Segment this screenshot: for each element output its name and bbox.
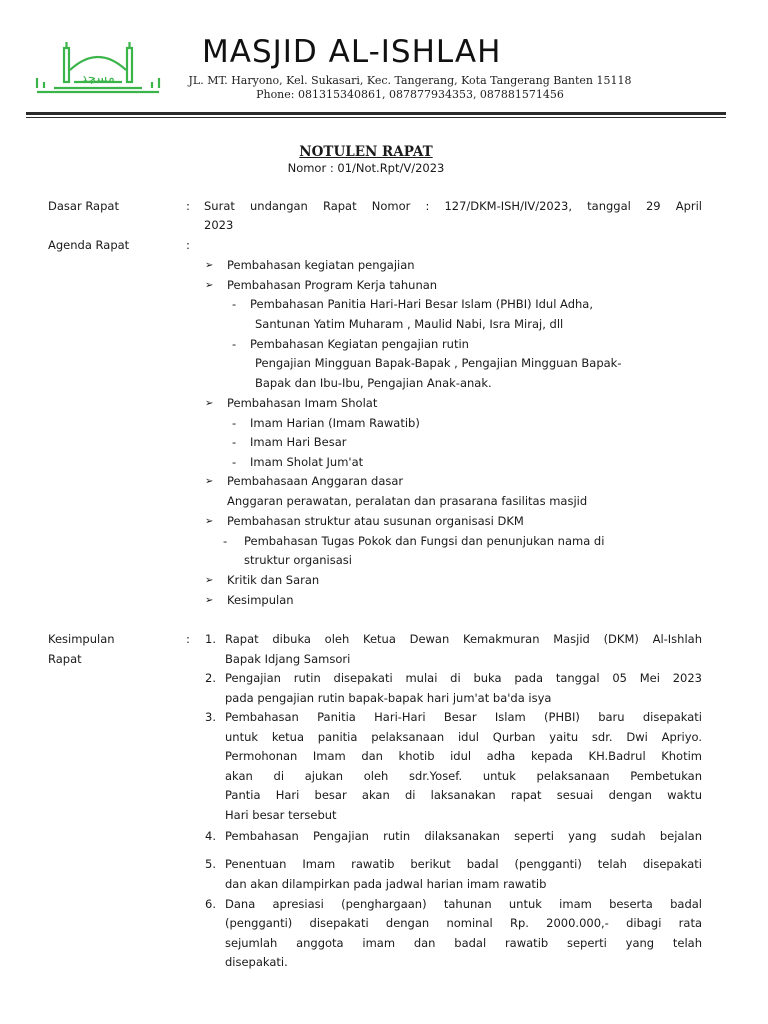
dasar-rapat-line-2: 2023: [204, 218, 234, 232]
agenda-bullet-icon: ➢: [205, 398, 214, 409]
organization-address-block: [170, 74, 650, 102]
agenda-bullet-icon: ➢: [205, 476, 214, 487]
dasar-rapat-label: Dasar Rapat: [48, 199, 119, 213]
conclusion-line: Pembahasan Pengajian rutin dilaksanakan seperti yang sudah bejalan: [225, 829, 702, 843]
conclusion-line: sejumlah anggota imam dan badal rawatib seperti yang telah: [225, 936, 702, 950]
dasar-rapat-colon: :: [186, 199, 190, 213]
agenda-sub-item: struktur organisasi: [244, 553, 352, 567]
agenda-bullet-icon: ➢: [205, 595, 214, 606]
conclusion-line: disepakati.: [225, 955, 288, 969]
header-rule-thin: [26, 117, 726, 118]
conclusion-line: Hari besar tersebut: [225, 808, 337, 822]
agenda-sub-dash: -: [232, 455, 237, 469]
document-number: Nomor : 01/Not.Rpt/V/2023: [287, 161, 445, 175]
conclusion-line: pada pengajian rutin bapak-bapak hari jum'at ba'da isya: [225, 691, 552, 705]
agenda-rapat-colon: :: [186, 238, 190, 252]
conclusion-line: Bapak Idjang Samsori: [225, 652, 351, 666]
conclusion-number: 5.: [205, 857, 216, 871]
agenda-sub-item: Imam Sholat Jum'at: [250, 455, 364, 469]
agenda-sub-dash: -: [232, 337, 237, 351]
agenda-sub-item: Pembahasan Tugas Pokok dan Fungsi dan penunjukan nama di: [244, 534, 605, 548]
kesimpulan-label: Kesimpulan: [48, 632, 115, 646]
agenda-sub-item: Imam Hari Besar: [250, 435, 347, 449]
conclusion-number: 6.: [205, 897, 216, 911]
kesimpulan-label: Rapat: [48, 652, 82, 666]
conclusion-line: Pembahasan Panitia Hari-Hari Besar Islam (PHBI) baru disepakati: [225, 710, 702, 724]
conclusion-line: Pengajian rutin disepakati mulai di buka pada tanggal 05 Mei 2023: [225, 671, 702, 685]
agenda-detail: Anggaran perawatan, peralatan dan prasarana fasilitas masjid: [227, 494, 588, 508]
organization-phone: Phone: 081315340861, 087877934353, 087881571456: [256, 88, 564, 101]
agenda-item: Pembahasan Imam Sholat: [227, 396, 378, 410]
agenda-item: Kritik dan Saran: [227, 573, 320, 587]
conclusion-line: akan di ajukan oleh sdr.Yosef. untuk pelaksanaan Pembetukan: [225, 769, 702, 783]
organization-name: MASJID AL-ISHLAH: [202, 34, 502, 70]
document-title: NOTULEN RAPAT: [299, 144, 433, 160]
agenda-item: Pembahasan struktur atau susunan organisasi DKM: [227, 514, 524, 528]
dasar-rapat-line-1: Surat undangan Rapat Nomor : 127/DKM-ISH/IV/2023, tanggal 29 April: [204, 199, 702, 213]
agenda-item: Pembahasan kegiatan pengajian: [227, 258, 415, 272]
agenda-sub-item: Imam Harian (Imam Rawatib): [250, 416, 420, 430]
agenda-item: Kesimpulan: [227, 593, 294, 607]
kesimpulan-colon: :: [186, 632, 190, 646]
agenda-sub-dash: -: [223, 534, 228, 548]
agenda-sub-item: Santunan Yatim Muharam , Maulid Nabi, Isra Miraj, dll: [255, 317, 564, 331]
conclusion-line: Dana apresiasi (penghargaan) tahunan untuk imam beserta badal: [225, 897, 702, 911]
agenda-sub-item: Bapak dan Ibu-Ibu, Pengajian Anak-anak.: [255, 376, 492, 390]
conclusion-line: Penentuan Imam rawatib berikut badal (pengganti) telah disepakati: [225, 857, 702, 871]
agenda-item: Pembahasan Program Kerja tahunan: [227, 278, 438, 292]
agenda-sub-item: Pembahasan Kegiatan pengajian rutin: [250, 337, 469, 351]
agenda-bullet-icon: ➢: [205, 575, 214, 586]
conclusion-number: 1.: [205, 632, 216, 646]
agenda-bullet-icon: ➢: [205, 280, 214, 291]
conclusion-number: 2.: [205, 671, 216, 685]
agenda-sub-dash: -: [232, 416, 237, 430]
conclusion-line: Permohonan Imam dan khotib idul adha kepada KH.Badrul Khotim: [225, 749, 702, 763]
conclusion-line: untuk ketua panitia pelaksanaan idul Qurban yaitu sdr. Dwi Apriyo.: [225, 730, 702, 744]
agenda-item: Pembahasaan Anggaran dasar: [227, 474, 404, 488]
conclusion-line: dan akan dilampirkan pada jadwal harian imam rawatib: [225, 877, 547, 891]
organization-address: JL. MT. Haryono, Kel. Sukasari, Kec. Tangerang, Kota Tangerang Banten 15118: [188, 74, 632, 87]
conclusion-number: 3.: [205, 710, 216, 724]
svg-text:مسجد: مسجد: [81, 71, 115, 86]
conclusion-line: Pantia Hari besar akan di laksanakan rapat sesuai dengan waktu: [225, 788, 702, 802]
conclusion-line: Rapat dibuka oleh Ketua Dewan Kemakmuran Masjid (DKM) Al-Ishlah: [225, 632, 702, 646]
agenda-sub-dash: -: [232, 435, 237, 449]
agenda-sub-item: Pembahasan Panitia Hari-Hari Besar Islam (PHBI) Idul Adha,: [250, 297, 594, 311]
agenda-bullet-icon: ➢: [205, 260, 214, 271]
agenda-sub-dash: -: [232, 297, 237, 311]
mosque-logo-icon: [34, 38, 162, 98]
conclusion-line: (pengganti) disepakati dengan nominal Rp. 2000.000,- dibagi rata: [225, 916, 702, 930]
agenda-bullet-icon: ➢: [205, 516, 214, 527]
conclusion-number: 4.: [205, 829, 216, 843]
agenda-sub-item: Pengajian Mingguan Bapak-Bapak , Pengajian Mingguan Bapak-: [255, 356, 622, 370]
header-rule-thick: [26, 112, 726, 115]
agenda-rapat-label: Agenda Rapat: [48, 238, 130, 252]
